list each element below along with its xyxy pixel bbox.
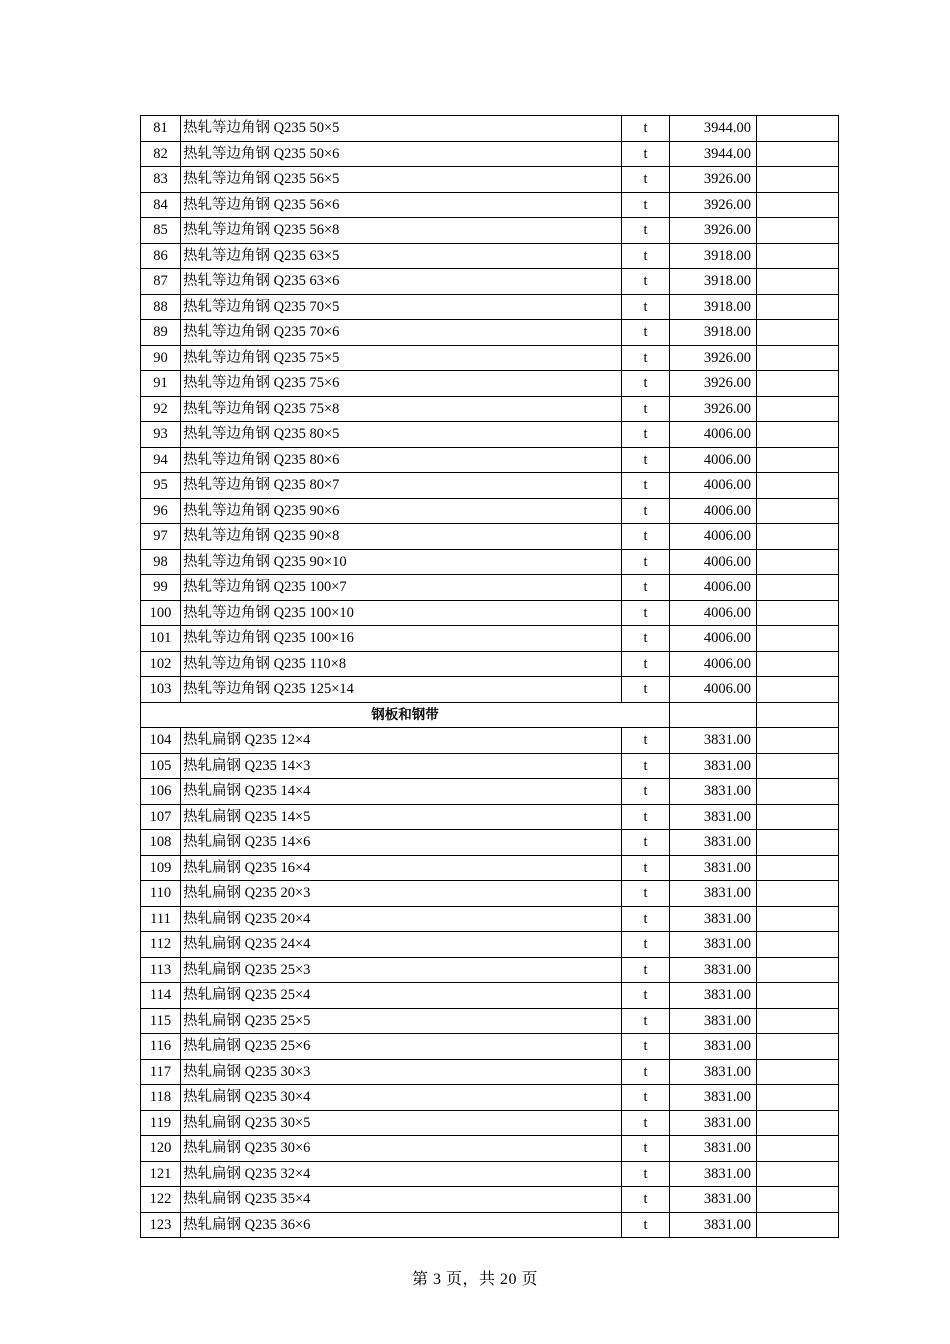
- item-name-cell: 热轧扁钢 Q235 30×4: [181, 1085, 622, 1111]
- price-cell: 3831.00: [670, 932, 757, 958]
- unit-cell: t: [622, 575, 670, 601]
- item-name-cell: 热轧等边角钢 Q235 90×6: [181, 498, 622, 524]
- item-number-cell: 88: [141, 294, 181, 320]
- item-name-cell: 热轧等边角钢 Q235 50×5: [181, 116, 622, 142]
- item-number-cell: 123: [141, 1212, 181, 1238]
- section-title: 钢板和钢带: [141, 702, 670, 728]
- remark-cell: [757, 932, 839, 958]
- unit-cell: t: [622, 804, 670, 830]
- remark-cell: [757, 753, 839, 779]
- unit-cell: t: [622, 651, 670, 677]
- price-cell: 3831.00: [670, 830, 757, 856]
- item-number-cell: 99: [141, 575, 181, 601]
- item-number-cell: 90: [141, 345, 181, 371]
- item-name-cell: 热轧扁钢 Q235 12×4: [181, 728, 622, 754]
- item-name-cell: 热轧等边角钢 Q235 90×10: [181, 549, 622, 575]
- table-row: [141, 524, 839, 550]
- table-row: [141, 677, 839, 703]
- item-number-cell: 85: [141, 218, 181, 244]
- unit-cell: t: [622, 269, 670, 295]
- item-number-cell: 81: [141, 116, 181, 142]
- unit-cell: t: [622, 906, 670, 932]
- price-cell: 3831.00: [670, 1136, 757, 1162]
- remark-cell: [757, 549, 839, 575]
- page-footer: 第 3 页，共 20 页: [411, 1271, 538, 1288]
- item-name-cell: 热轧等边角钢 Q235 125×14: [181, 677, 622, 703]
- unit-cell: t: [622, 1161, 670, 1187]
- item-number-cell: 106: [141, 779, 181, 805]
- item-number-cell: 117: [141, 1059, 181, 1085]
- table-row: [141, 320, 839, 346]
- remark-cell: [757, 855, 839, 881]
- table-row: [141, 116, 839, 142]
- price-cell: [670, 702, 757, 728]
- remark-cell: [757, 702, 839, 728]
- price-cell: 4006.00: [670, 422, 757, 448]
- unit-cell: t: [622, 371, 670, 397]
- unit-cell: t: [622, 1059, 670, 1085]
- item-number-cell: 105: [141, 753, 181, 779]
- remark-cell: [757, 243, 839, 269]
- table-row: [141, 1161, 839, 1187]
- price-cell: 3831.00: [670, 957, 757, 983]
- table-row: [141, 243, 839, 269]
- unit-cell: t: [622, 728, 670, 754]
- item-number-cell: 84: [141, 192, 181, 218]
- table-row: [141, 167, 839, 193]
- item-name-cell: 热轧扁钢 Q235 36×6: [181, 1212, 622, 1238]
- unit-cell: t: [622, 447, 670, 473]
- table-row: [141, 932, 839, 958]
- price-cell: 3926.00: [670, 167, 757, 193]
- table-row: [141, 728, 839, 754]
- table-row: [141, 983, 839, 1009]
- remark-cell: [757, 524, 839, 550]
- item-name-cell: 热轧扁钢 Q235 14×4: [181, 779, 622, 805]
- item-number-cell: 118: [141, 1085, 181, 1111]
- table-row: [141, 626, 839, 652]
- table-row: [141, 804, 839, 830]
- remark-cell: [757, 957, 839, 983]
- price-cell: 3831.00: [670, 753, 757, 779]
- item-number-cell: 101: [141, 626, 181, 652]
- item-name-cell: 热轧等边角钢 Q235 75×5: [181, 345, 622, 371]
- price-cell: 4006.00: [670, 677, 757, 703]
- item-name-cell: 热轧等边角钢 Q235 75×6: [181, 371, 622, 397]
- item-name-cell: 热轧等边角钢 Q235 100×16: [181, 626, 622, 652]
- price-cell: 4006.00: [670, 651, 757, 677]
- table-row: [141, 1187, 839, 1213]
- remark-cell: [757, 422, 839, 448]
- price-cell: 3926.00: [670, 371, 757, 397]
- item-name-cell: 热轧扁钢 Q235 14×3: [181, 753, 622, 779]
- item-name-cell: 热轧扁钢 Q235 25×6: [181, 1034, 622, 1060]
- remark-cell: [757, 396, 839, 422]
- unit-cell: t: [622, 141, 670, 167]
- table-row: [141, 957, 839, 983]
- table-row: [141, 447, 839, 473]
- item-name-cell: 热轧扁钢 Q235 24×4: [181, 932, 622, 958]
- unit-cell: t: [622, 983, 670, 1009]
- remark-cell: [757, 906, 839, 932]
- item-number-cell: 121: [141, 1161, 181, 1187]
- table-row: [141, 345, 839, 371]
- unit-cell: t: [622, 1008, 670, 1034]
- remark-cell: [757, 192, 839, 218]
- price-cell: 3944.00: [670, 116, 757, 142]
- item-name-cell: 热轧扁钢 Q235 25×3: [181, 957, 622, 983]
- remark-cell: [757, 779, 839, 805]
- item-number-cell: 97: [141, 524, 181, 550]
- table-row: [141, 396, 839, 422]
- item-number-cell: 109: [141, 855, 181, 881]
- unit-cell: t: [622, 167, 670, 193]
- item-name-cell: 热轧等边角钢 Q235 50×6: [181, 141, 622, 167]
- item-number-cell: 92: [141, 396, 181, 422]
- item-name-cell: 热轧扁钢 Q235 20×3: [181, 881, 622, 907]
- item-name-cell: 热轧等边角钢 Q235 80×6: [181, 447, 622, 473]
- item-name-cell: 热轧等边角钢 Q235 80×7: [181, 473, 622, 499]
- item-name-cell: 热轧扁钢 Q235 30×6: [181, 1136, 622, 1162]
- remark-cell: [757, 804, 839, 830]
- price-cell: 3831.00: [670, 1110, 757, 1136]
- item-number-cell: 82: [141, 141, 181, 167]
- price-cell: 3831.00: [670, 779, 757, 805]
- remark-cell: [757, 881, 839, 907]
- table-row: [141, 1136, 839, 1162]
- price-cell: 3926.00: [670, 192, 757, 218]
- item-number-cell: 119: [141, 1110, 181, 1136]
- table-row: [141, 473, 839, 499]
- item-number-cell: 96: [141, 498, 181, 524]
- item-name-cell: 热轧等边角钢 Q235 80×5: [181, 422, 622, 448]
- item-number-cell: 89: [141, 320, 181, 346]
- remark-cell: [757, 320, 839, 346]
- unit-cell: t: [622, 1187, 670, 1213]
- item-name-cell: 热轧等边角钢 Q235 70×6: [181, 320, 622, 346]
- remark-cell: [757, 983, 839, 1009]
- remark-cell: [757, 1161, 839, 1187]
- item-number-cell: 98: [141, 549, 181, 575]
- item-number-cell: 102: [141, 651, 181, 677]
- unit-cell: t: [622, 957, 670, 983]
- remark-cell: [757, 447, 839, 473]
- table-row: [141, 218, 839, 244]
- price-cell: 3831.00: [670, 1034, 757, 1060]
- table-row: [141, 141, 839, 167]
- table-row: [141, 651, 839, 677]
- item-name-cell: 热轧扁钢 Q235 30×5: [181, 1110, 622, 1136]
- table-row: [141, 779, 839, 805]
- item-name-cell: 热轧扁钢 Q235 16×4: [181, 855, 622, 881]
- unit-cell: t: [622, 932, 670, 958]
- item-number-cell: 122: [141, 1187, 181, 1213]
- table-row: [141, 1212, 839, 1238]
- unit-cell: t: [622, 1212, 670, 1238]
- price-cell: 3926.00: [670, 218, 757, 244]
- unit-cell: t: [622, 116, 670, 142]
- remark-cell: [757, 345, 839, 371]
- item-number-cell: 95: [141, 473, 181, 499]
- unit-cell: t: [622, 830, 670, 856]
- unit-cell: t: [622, 1034, 670, 1060]
- remark-cell: [757, 830, 839, 856]
- item-number-cell: 86: [141, 243, 181, 269]
- unit-cell: t: [622, 600, 670, 626]
- price-cell: 4006.00: [670, 600, 757, 626]
- item-number-cell: 104: [141, 728, 181, 754]
- price-cell: 3831.00: [670, 855, 757, 881]
- item-number-cell: 108: [141, 830, 181, 856]
- item-name-cell: 热轧扁钢 Q235 14×5: [181, 804, 622, 830]
- remark-cell: [757, 1212, 839, 1238]
- price-cell: 4006.00: [670, 473, 757, 499]
- table-row: [141, 371, 839, 397]
- section-row: [141, 702, 839, 728]
- remark-cell: [757, 677, 839, 703]
- item-name-cell: 热轧等边角钢 Q235 56×8: [181, 218, 622, 244]
- unit-cell: t: [622, 1136, 670, 1162]
- price-table: [140, 115, 839, 1238]
- table-row: [141, 1034, 839, 1060]
- item-number-cell: 112: [141, 932, 181, 958]
- price-cell: 3918.00: [670, 243, 757, 269]
- item-name-cell: 热轧扁钢 Q235 35×4: [181, 1187, 622, 1213]
- price-cell: 3831.00: [670, 1059, 757, 1085]
- remark-cell: [757, 626, 839, 652]
- remark-cell: [757, 141, 839, 167]
- item-number-cell: 116: [141, 1034, 181, 1060]
- remark-cell: [757, 1059, 839, 1085]
- table-row: [141, 830, 839, 856]
- price-cell: 4006.00: [670, 575, 757, 601]
- item-number-cell: 87: [141, 269, 181, 295]
- item-name-cell: 热轧等边角钢 Q235 100×7: [181, 575, 622, 601]
- price-cell: 3831.00: [670, 906, 757, 932]
- item-name-cell: 热轧扁钢 Q235 30×3: [181, 1059, 622, 1085]
- price-cell: 3831.00: [670, 881, 757, 907]
- item-number-cell: 83: [141, 167, 181, 193]
- table-row: [141, 1059, 839, 1085]
- remark-cell: [757, 269, 839, 295]
- price-cell: 3926.00: [670, 345, 757, 371]
- item-name-cell: 热轧扁钢 Q235 32×4: [181, 1161, 622, 1187]
- item-name-cell: 热轧等边角钢 Q235 56×5: [181, 167, 622, 193]
- price-cell: 3831.00: [670, 728, 757, 754]
- item-name-cell: 热轧扁钢 Q235 14×6: [181, 830, 622, 856]
- unit-cell: t: [622, 855, 670, 881]
- table-row: [141, 753, 839, 779]
- item-number-cell: 103: [141, 677, 181, 703]
- table-row: [141, 269, 839, 295]
- table-row: [141, 1110, 839, 1136]
- table-row: [141, 422, 839, 448]
- remark-cell: [757, 575, 839, 601]
- price-cell: 3831.00: [670, 1187, 757, 1213]
- table-row: [141, 498, 839, 524]
- table-row: [141, 575, 839, 601]
- price-cell: 3831.00: [670, 1161, 757, 1187]
- price-cell: 3918.00: [670, 269, 757, 295]
- remark-cell: [757, 651, 839, 677]
- price-cell: 4006.00: [670, 626, 757, 652]
- table-row: [141, 855, 839, 881]
- remark-cell: [757, 1034, 839, 1060]
- remark-cell: [757, 1110, 839, 1136]
- item-number-cell: 110: [141, 881, 181, 907]
- item-number-cell: 94: [141, 447, 181, 473]
- price-cell: 4006.00: [670, 498, 757, 524]
- price-cell: 4006.00: [670, 524, 757, 550]
- item-number-cell: 100: [141, 600, 181, 626]
- unit-cell: t: [622, 320, 670, 346]
- item-name-cell: 热轧等边角钢 Q235 90×8: [181, 524, 622, 550]
- unit-cell: t: [622, 345, 670, 371]
- unit-cell: t: [622, 396, 670, 422]
- item-number-cell: 120: [141, 1136, 181, 1162]
- remark-cell: [757, 167, 839, 193]
- item-name-cell: 热轧等边角钢 Q235 100×10: [181, 600, 622, 626]
- table-row: [141, 192, 839, 218]
- item-name-cell: 热轧扁钢 Q235 25×4: [181, 983, 622, 1009]
- table-row: [141, 1008, 839, 1034]
- unit-cell: t: [622, 218, 670, 244]
- unit-cell: t: [622, 422, 670, 448]
- remark-cell: [757, 1085, 839, 1111]
- price-cell: 3831.00: [670, 983, 757, 1009]
- item-name-cell: 热轧扁钢 Q235 25×5: [181, 1008, 622, 1034]
- item-number-cell: 115: [141, 1008, 181, 1034]
- remark-cell: [757, 294, 839, 320]
- item-number-cell: 113: [141, 957, 181, 983]
- price-table-body: [141, 116, 839, 1238]
- unit-cell: t: [622, 1110, 670, 1136]
- price-cell: 3918.00: [670, 294, 757, 320]
- unit-cell: t: [622, 677, 670, 703]
- remark-cell: [757, 728, 839, 754]
- unit-cell: t: [622, 753, 670, 779]
- item-name-cell: 热轧等边角钢 Q235 63×5: [181, 243, 622, 269]
- table-row: [141, 600, 839, 626]
- remark-cell: [757, 218, 839, 244]
- remark-cell: [757, 1136, 839, 1162]
- remark-cell: [757, 498, 839, 524]
- item-number-cell: 111: [141, 906, 181, 932]
- item-name-cell: 热轧等边角钢 Q235 110×8: [181, 651, 622, 677]
- price-cell: 3831.00: [670, 1212, 757, 1238]
- price-cell: 3918.00: [670, 320, 757, 346]
- price-cell: 3831.00: [670, 804, 757, 830]
- remark-cell: [757, 1187, 839, 1213]
- remark-cell: [757, 473, 839, 499]
- unit-cell: t: [622, 473, 670, 499]
- item-number-cell: 93: [141, 422, 181, 448]
- table-row: [141, 906, 839, 932]
- price-cell: 3926.00: [670, 396, 757, 422]
- remark-cell: [757, 1008, 839, 1034]
- remark-cell: [757, 116, 839, 142]
- table-row: [141, 881, 839, 907]
- item-number-cell: 91: [141, 371, 181, 397]
- unit-cell: t: [622, 626, 670, 652]
- table-row: [141, 294, 839, 320]
- item-name-cell: 热轧等边角钢 Q235 70×5: [181, 294, 622, 320]
- price-cell: 3944.00: [670, 141, 757, 167]
- item-number-cell: 114: [141, 983, 181, 1009]
- unit-cell: t: [622, 524, 670, 550]
- unit-cell: t: [622, 881, 670, 907]
- item-name-cell: 热轧等边角钢 Q235 75×8: [181, 396, 622, 422]
- price-cell: 3831.00: [670, 1085, 757, 1111]
- price-cell: 3831.00: [670, 1008, 757, 1034]
- item-name-cell: 热轧等边角钢 Q235 56×6: [181, 192, 622, 218]
- unit-cell: t: [622, 498, 670, 524]
- unit-cell: t: [622, 192, 670, 218]
- price-cell: 4006.00: [670, 447, 757, 473]
- item-name-cell: 热轧扁钢 Q235 20×4: [181, 906, 622, 932]
- unit-cell: t: [622, 294, 670, 320]
- unit-cell: t: [622, 779, 670, 805]
- table-row: [141, 1085, 839, 1111]
- table-row: [141, 549, 839, 575]
- unit-cell: t: [622, 243, 670, 269]
- remark-cell: [757, 371, 839, 397]
- item-number-cell: 107: [141, 804, 181, 830]
- item-name-cell: 热轧等边角钢 Q235 63×6: [181, 269, 622, 295]
- price-cell: 4006.00: [670, 549, 757, 575]
- remark-cell: [757, 600, 839, 626]
- unit-cell: t: [622, 1085, 670, 1111]
- unit-cell: t: [622, 549, 670, 575]
